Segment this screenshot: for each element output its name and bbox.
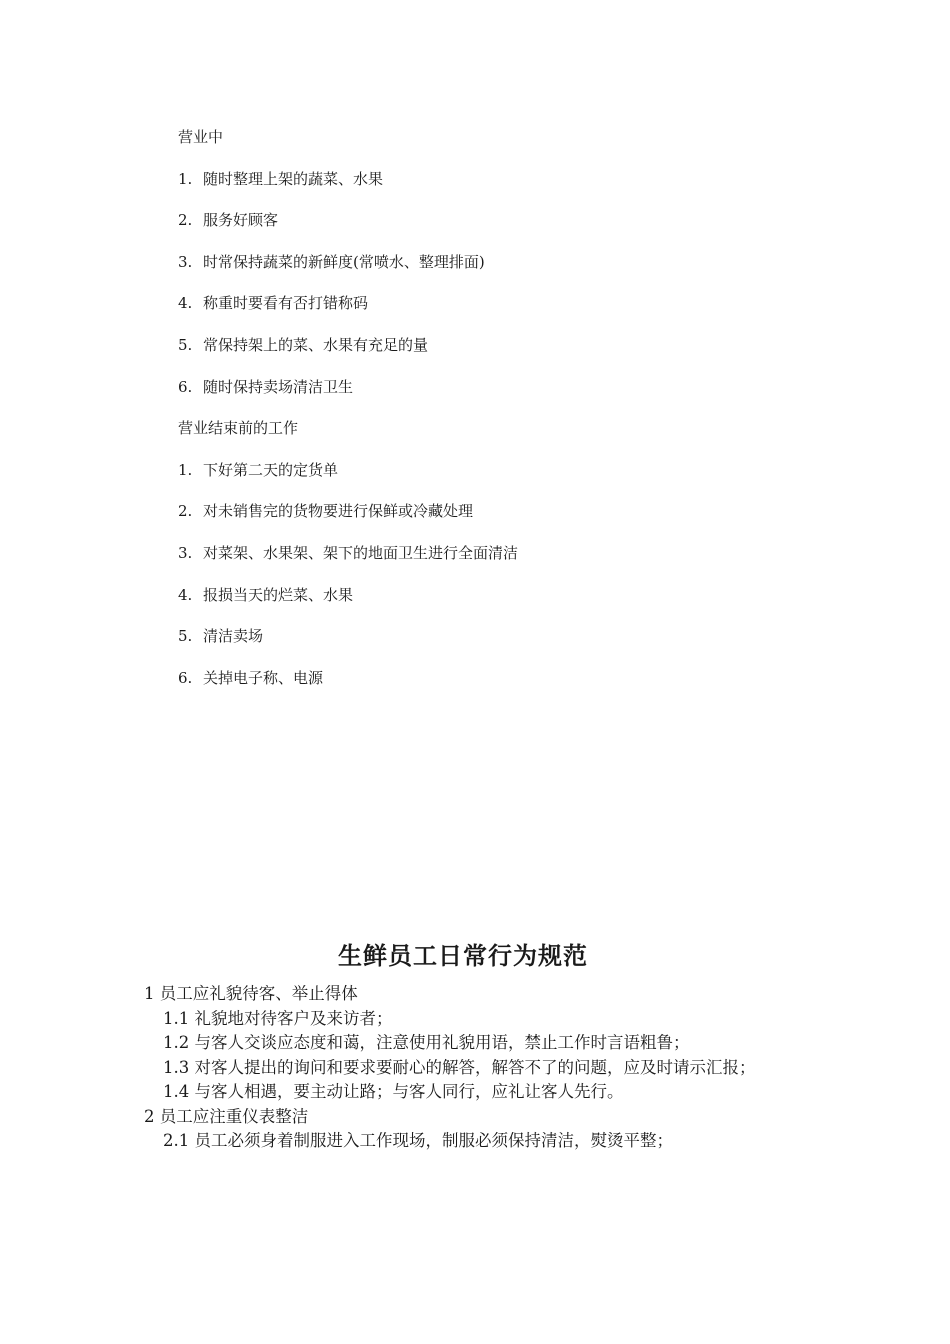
list-item: 3. 对菜架、水果架、架下的地面卫生进行全面清洁 (178, 543, 519, 562)
document-title: 生鲜员工日常行为规范 (338, 942, 588, 970)
list-item: 6. 随时保持卖场清洁卫生 (178, 377, 354, 396)
list-item: 2. 服务好顾客 (178, 211, 279, 230)
paragraph: 1.1 礼貌地对待客户及来访者； (163, 1008, 393, 1028)
paragraph: 2 员工应注重仪表整洁 (144, 1106, 309, 1126)
code-of-conduct (144, 982, 794, 1154)
section-heading-operating: 营业中 (178, 128, 224, 146)
list-item: 2. 对未销售完的货物要进行保鲜或冷藏处理 (178, 502, 474, 521)
list-item: 5. 清洁卖场 (178, 627, 264, 646)
list-item: 1. 随时整理上架的蔬菜、水果 (178, 169, 384, 188)
list-item: 4. 称重时要看有否打错称码 (178, 294, 369, 313)
list-item: 3. 时常保持蔬菜的新鲜度(常喷水、整理排面) (178, 252, 485, 271)
paragraph: 1 员工应礼貌待客、举止得体 (144, 984, 358, 1003)
operating-procedures (178, 124, 818, 706)
list-item: 4. 报损当天的烂菜、水果 (178, 585, 354, 604)
section-heading-closing: 营业结束前的工作 (178, 419, 299, 438)
paragraph: 2.1 员工必须身着制服进入工作现场，制服必须保持清洁，熨烫平整； (163, 1131, 673, 1150)
list-item: 6. 关掉电子称、电源 (178, 668, 324, 687)
paragraph: 1.3 对客人提出的询问和要求要耐心的解答，解答不了的问题，应及时请示汇报； (163, 1057, 756, 1077)
list-item: 5. 常保持架上的菜、水果有充足的量 (178, 335, 429, 354)
list-item: 1. 下好第二天的定货单 (178, 460, 339, 479)
paragraph: 1.4 与客人相遇，要主动让路；与客人同行，应礼让客人先行。 (163, 1082, 624, 1101)
paragraph: 1.2 与客人交谈应态度和蔼，注意使用礼貌用语，禁止工作时言语粗鲁； (163, 1033, 690, 1052)
